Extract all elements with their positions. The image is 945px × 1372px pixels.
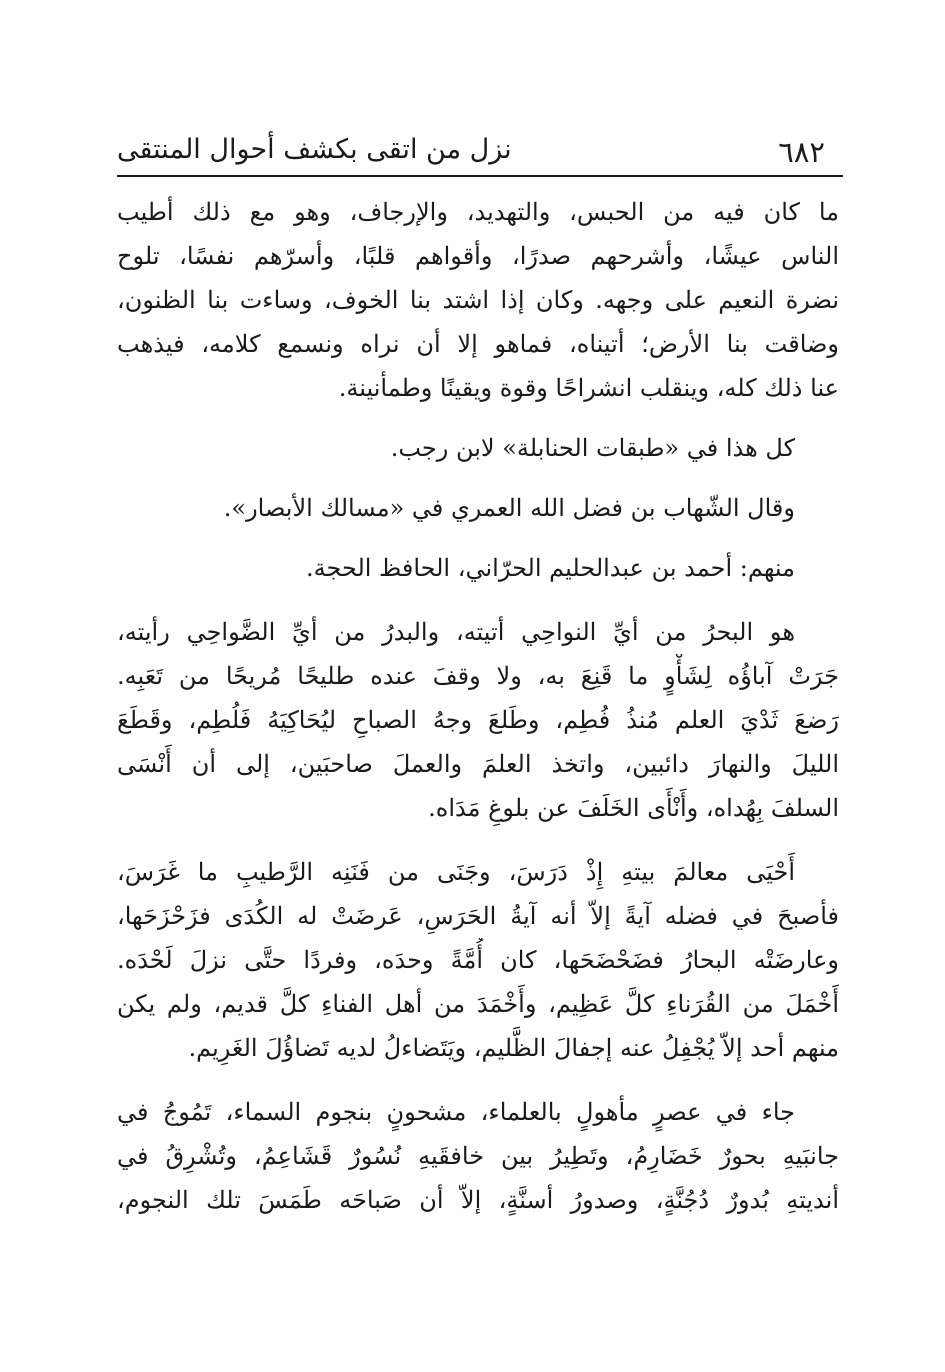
paragraph-4 [117,546,839,590]
text-line: رَضعَ ثَدْيَ العلم مُنذُ فُطِم، وطَلعَ وجهُ الصباحِ ليُحَاكِيَهُ فَلُطِم، وقَطَعَ [117,706,839,734]
text-line: وضاقت بنا الأرض؛ أتيناه، فماهو إلا أن نراه ونسمع كلامه، فيذهب [117,330,839,358]
text-line: نضرة النعيم على وجهه. وكان إذا اشتد بنا الخوف، وساءت بنا الظنون، [117,286,839,314]
text-line: وقال الشّهاب بن فضل الله العمري في «مسالك الأبصار». [223,494,795,522]
text-line: الليلَ والنهارَ دائبين، واتخذ العلمَ والعملَ صاحبَين، إلى أن أَنْسَى [117,750,839,778]
text-line: أنديتهِ بُدورٌ دُجُنَّةٍ، وصدورُ أسنَّةٍ، إلاّ أن صَباحَه طَمَسَ تلك النجوم، [117,1186,839,1214]
text-line: الناس عيشًا، وأشرحهم صدرًا، وأقواهم قلبًا، وأسرّهم نفسًا، تلوح [117,242,839,270]
page-number: ٦٨٢ [778,135,825,169]
page-body [117,190,839,1222]
text-line: السلفَ بِهُداه، وأَنْأَى الخَلَفَ عن بلوغِ مَدَاه. [428,794,839,822]
text-line: هو البحرُ من أيِّ النواحِي أتيته، والبدرُ من أيِّ الضَّواحِي رأيته، [117,618,795,646]
text-line: جاء في عصرٍ مأهولٍ بالعلماء، مشحونٍ بنجوم السماء، تَمُوجُ في [117,1098,795,1126]
text-line: منهم أحد إلاّ يُجْفِلُ عنه إجفالَ الظَّليم، ويَتَضاءلُ لديه تَضاؤُلَ الغَرِيم. [188,1034,839,1062]
text-line: منهم: أحمد بن عبدالحليم الحرّاني، الحافظ الحجة. [305,554,795,582]
paragraph-1 [117,190,839,410]
text-line: ما كان فيه من الحبس، والتهديد، والإرجاف، وهو مع ذلك أطيب [117,198,839,226]
text-line: فأصبحَ في فضله آيةً إلاّ أنه آيةُ الحَرَسِ، عَرضَتْ له الكُدَى فزَحْزَحَها، [117,902,839,930]
paragraph-5 [117,610,839,830]
paragraph-2 [117,426,839,470]
running-title: نزل من اتقى بكشف أحوال المنتقى [117,134,512,165]
paragraph-3 [117,486,839,530]
text-line: أَحْيَى معالمَ بيتهِ إِذْ دَرَسَ، وجَنَى من فَنَنِه الرَّطيبِ ما غَرَسَ، [117,858,795,886]
page-header [117,128,839,174]
text-line: عنا ذلك كله، وينقلب انشراحًا وقوة ويقينًا وطمأنينة. [338,374,839,402]
paragraph-7 [117,1090,839,1222]
header-rule [117,175,843,177]
paragraph-6 [117,850,839,1070]
text-line: وعارضَتْه البحارُ فضَحْضَحَها، كان أُمَّةً وحدَه، وفردًا حتَّى نزلَ لَحْدَه. [117,946,839,974]
text-line: جانبَيهِ بحورٌ خَضَارِمُ، وتَطِيرُ بين خافقَيهِ نُسُورٌ قَشَاعِمُ، وتُشْرِقُ في [117,1142,839,1170]
text-line: جَرَتْ آباؤُه لِشَأْوٍ ما قَنِعَ به، ولا وقفَ عنده طليحًا مُريحًا من تَعَبِه. [117,662,839,690]
text-line: كل هذا في «طبقات الحنابلة» لابن رجب. [390,434,795,462]
text-line: أَخْمَلَ من القُرَناءِ كلَّ عَظِيم، وأَخْمَدَ من أهل الفناءِ كلَّ قديم، ولم يكن [117,990,839,1018]
